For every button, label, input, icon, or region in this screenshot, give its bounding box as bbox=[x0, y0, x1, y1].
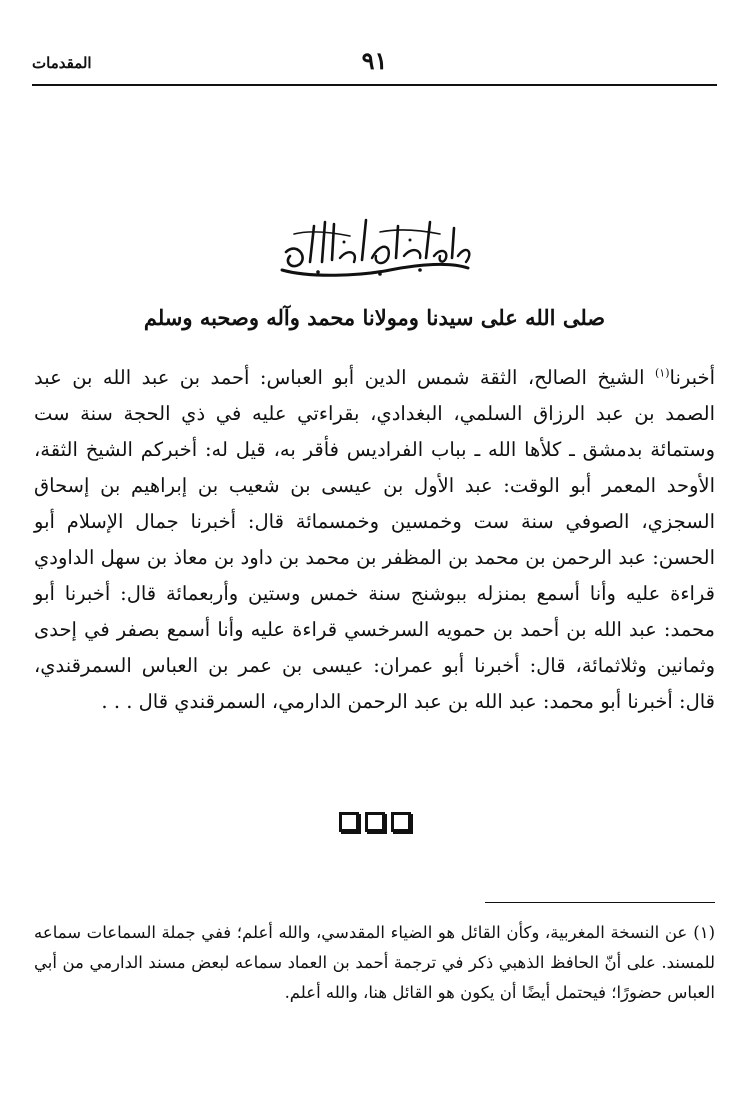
section-title: المقدمات bbox=[32, 54, 92, 72]
footnote-reference: (١) bbox=[655, 366, 670, 380]
lead-word: أخبرنا bbox=[669, 366, 715, 389]
paragraph-text: الشيخ الصالح، الثقة شمس الدين أبو العباس: أحمد بن عبد الله بن عبد الصمد بن عبد الرزاق السلمي، البغدادي، بقراءتي عليه في ذي الحجة سنة ست وستمائة بدمشق ـ كلأها الله ـ بباب الفراديس فأقر به، قيل له: أخبركم الشيخ الثقة، الأوحد المعمر أبو الوقت: عبد الأول بن عيسى بن شعيب بن إبراهيم بن إسحاق السجزي، الصوفي سنة ست وخمسين وخمسمائة قال: أخبرنا جمال الإسلام أبو الحسن: عبد الرحمن بن محمد بن المظفر بن محمد بن داود بن معاذ بن سهل الداودي قراءة عليه وأنا أسمع بمنزله ببوشنج سنة خمس وستين وأربعمائة قال: أخبرنا أبو محمد: عبد الله بن أحمد بن حمويه السرخسي قراءة عليه وأنا أسمع بصفر في إحدى وثمانين وثلاثمائة، قال: أخبرنا أبو عمران: عيسى بن عمر بن العباس السمرقندي، قال: أخبرنا أبو محمد: عبد الله بن عبد الرحمن الدارمي، السمرقندي قال . . . bbox=[34, 366, 715, 713]
header-rule bbox=[32, 84, 717, 86]
footnote-rule bbox=[485, 902, 715, 903]
chain-of-narration-paragraph bbox=[34, 360, 715, 720]
footnote-marker: (١) bbox=[693, 923, 715, 942]
footnote bbox=[34, 918, 715, 1008]
end-square-icon bbox=[391, 812, 411, 832]
end-square-icon bbox=[365, 812, 385, 832]
page-number: ٩١ bbox=[361, 46, 388, 75]
basmala-calligraphy bbox=[270, 212, 478, 282]
running-header bbox=[32, 42, 717, 82]
end-square-icon bbox=[339, 812, 359, 832]
basmala-calligraphy-image bbox=[270, 212, 478, 282]
footnote-text: عن النسخة المغربية، وكأن القائل هو الضياء المقدسي، والله أعلم؛ ففي جملة السماعات سماعه للمسند. على أنّ الحافظ الذهبي ذكر في ترجمة أحمد بن العماد سماعه لبعض مسند الدارمي من أبي العباس حضورًا؛ فيحتمل أيضًا أن يكون هو القائل هنا، والله أعلم. bbox=[34, 923, 715, 1002]
section-end-ornament bbox=[0, 812, 749, 836]
salutation-heading: صلى الله على سيدنا ومولانا محمد وآله وصحبه وسلم bbox=[143, 305, 606, 330]
